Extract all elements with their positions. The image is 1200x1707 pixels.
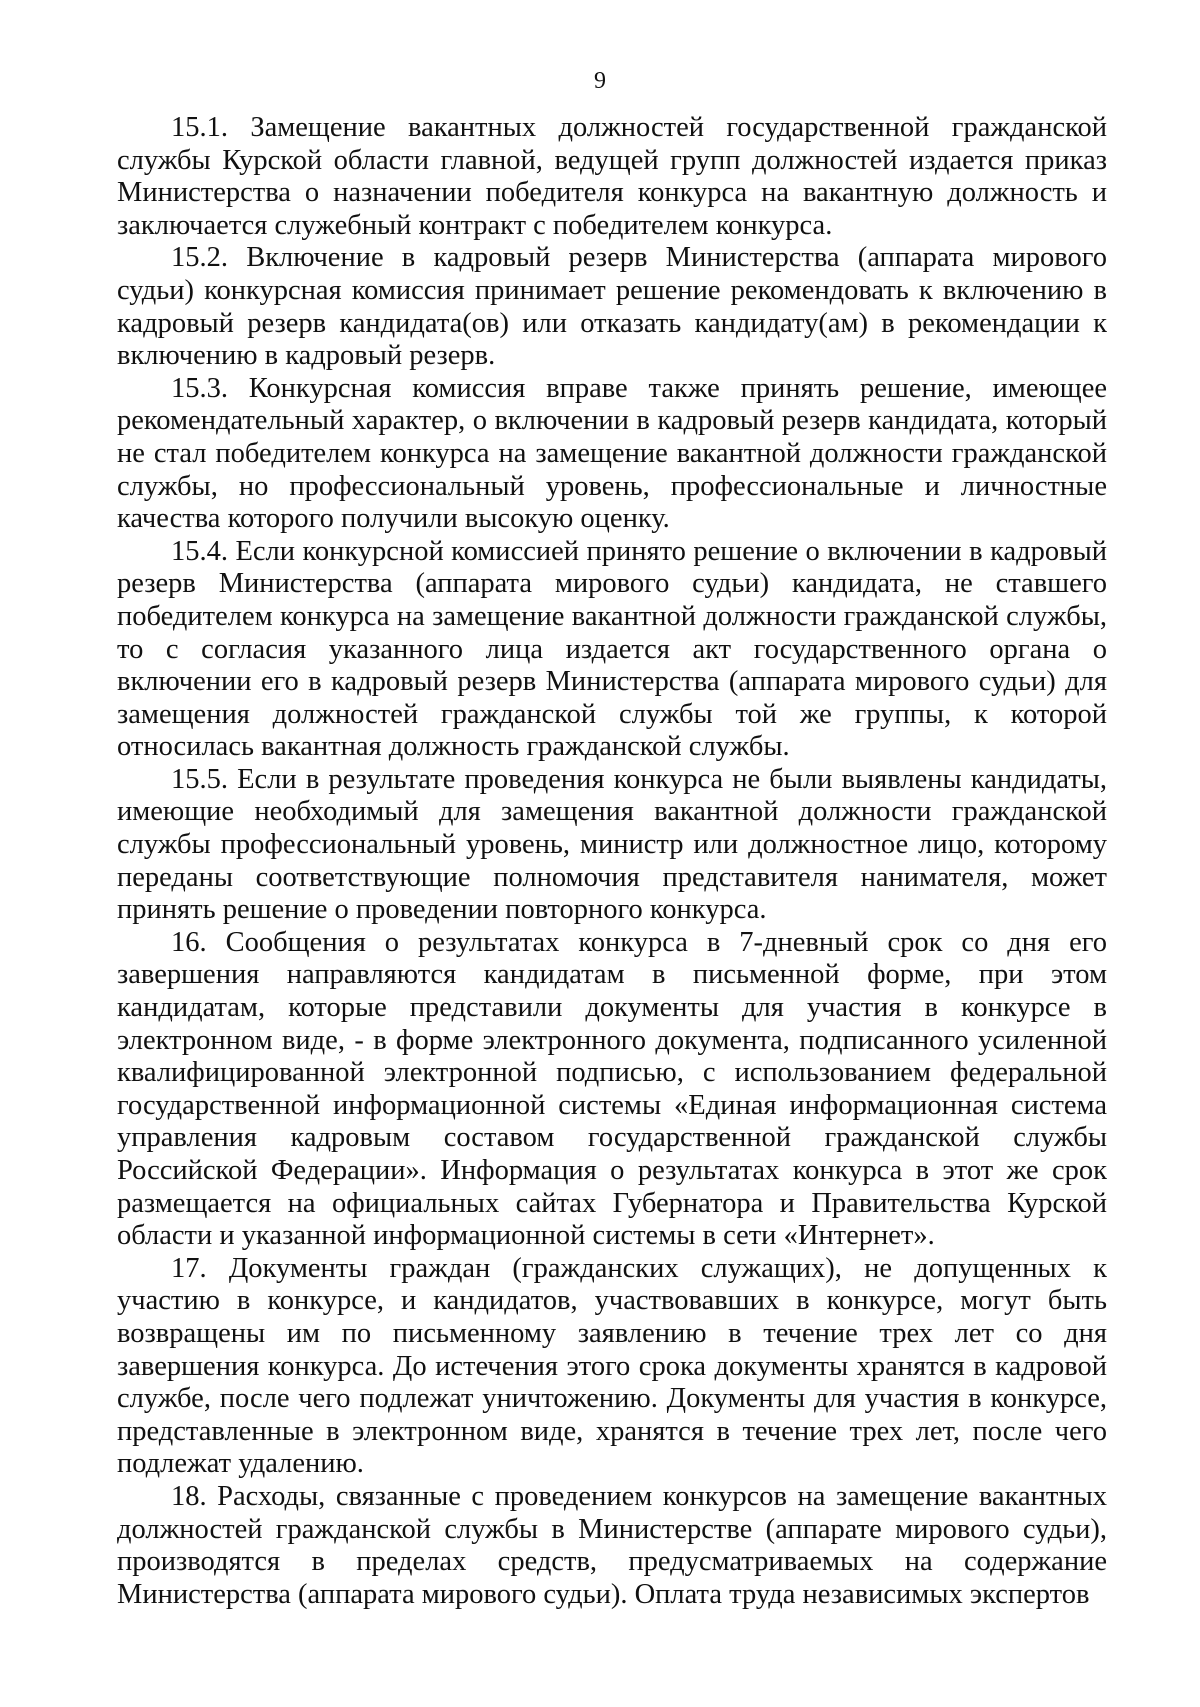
paragraph-17: 17. Документы граждан (гражданских служащих), не допущенных к участию в конкурсе, и кандидатов, участвовавших в конкурсе, могут быть возвращены им по письменному заявлению в течение трех лет со дня завершения конкурса. До истечения этого срока документы хранятся в кадровой службе, после чего подлежат уничтожению. Документы для участия в конкурсе, представленные в электронном виде, хранятся в течение трех лет, после чего подлежат удалению. bbox=[117, 1252, 1107, 1480]
document-body bbox=[117, 112, 1107, 1611]
paragraph-16: 16. Сообщения о результатах конкурса в 7-дневный срок со дня его завершения направляются кандидатам в письменной форме, при этом кандидатам, которые представили документы для участия в конкурсе в электронном виде, - в форме электронного документа, подписанного усиленной квалифицированной электронной подписью, с использованием федеральной государственной информационной системы «Единая информационная система управления кадровым составом государственной гражданской службы Российской Федерации». Информация о результатах конкурса в этот же срок размещается на официальных сайтах Губернатора и Правительства Курской области и указанной информационной системы в сети «Интернет». bbox=[117, 926, 1107, 1252]
paragraph-15-1: 15.1. Замещение вакантных должностей государственной гражданской службы Курской области главной, ведущей групп должностей издается приказ Министерства о назначении победителя конкурса на вакантную должность и заключается служебный контракт с победителем конкурса. bbox=[117, 112, 1107, 241]
paragraph-15-5: 15.5. Если в результате проведения конкурса не были выявлены кандидаты, имеющие необходимый для замещения вакантной должности гражданской службы профессиональный уровень, министр или должностное лицо, которому переданы соответствующие полномочия представителя нанимателя, может принять решение о проведении повторного конкурса. bbox=[117, 763, 1107, 926]
paragraph-15-2: 15.2. Включение в кадровый резерв Министерства (аппарата мирового судьи) конкурсная комиссия принимает решение рекомендовать к включению в кадровый резерв кандидата(ов) или отказать кандидату(ам) в рекомендации к включению в кадровый резерв. bbox=[117, 242, 1107, 372]
paragraph-15-4: 15.4. Если конкурсной комиссией принято решение о включении в кадровый резерв Министерства (аппарата мирового судьи) кандидата, не ставшего победителем конкурса на замещение вакантной должности гражданской службы, то с согласия указанного лица издается акт государственного органа о включении его в кадровый резерв Министерства (аппарата мирового судьи) для замещения должностей гражданской службы той же группы, к которой относилась вакантная должность гражданской службы. bbox=[117, 535, 1107, 763]
page-number: 9 bbox=[594, 68, 606, 94]
paragraph-15-3: 15.3. Конкурсная комиссия вправе также принять решение, имеющее рекомендательный характер, о включении в кадровый резерв кандидата, который не стал победителем конкурса на замещение вакантной должности гражданской службы, но профессиональный уровень, профессиональные и личностные качества которого получили высокую оценку. bbox=[117, 372, 1107, 535]
paragraph-18: 18. Расходы, связанные с проведением конкурсов на замещение вакантных должностей гражданской службы в Министерстве (аппарате мирового судьи), производятся в пределах средств, предусматриваемых на содержание Министерства (аппарата мирового судьи). Оплата труда независимых экспертов bbox=[117, 1480, 1107, 1610]
